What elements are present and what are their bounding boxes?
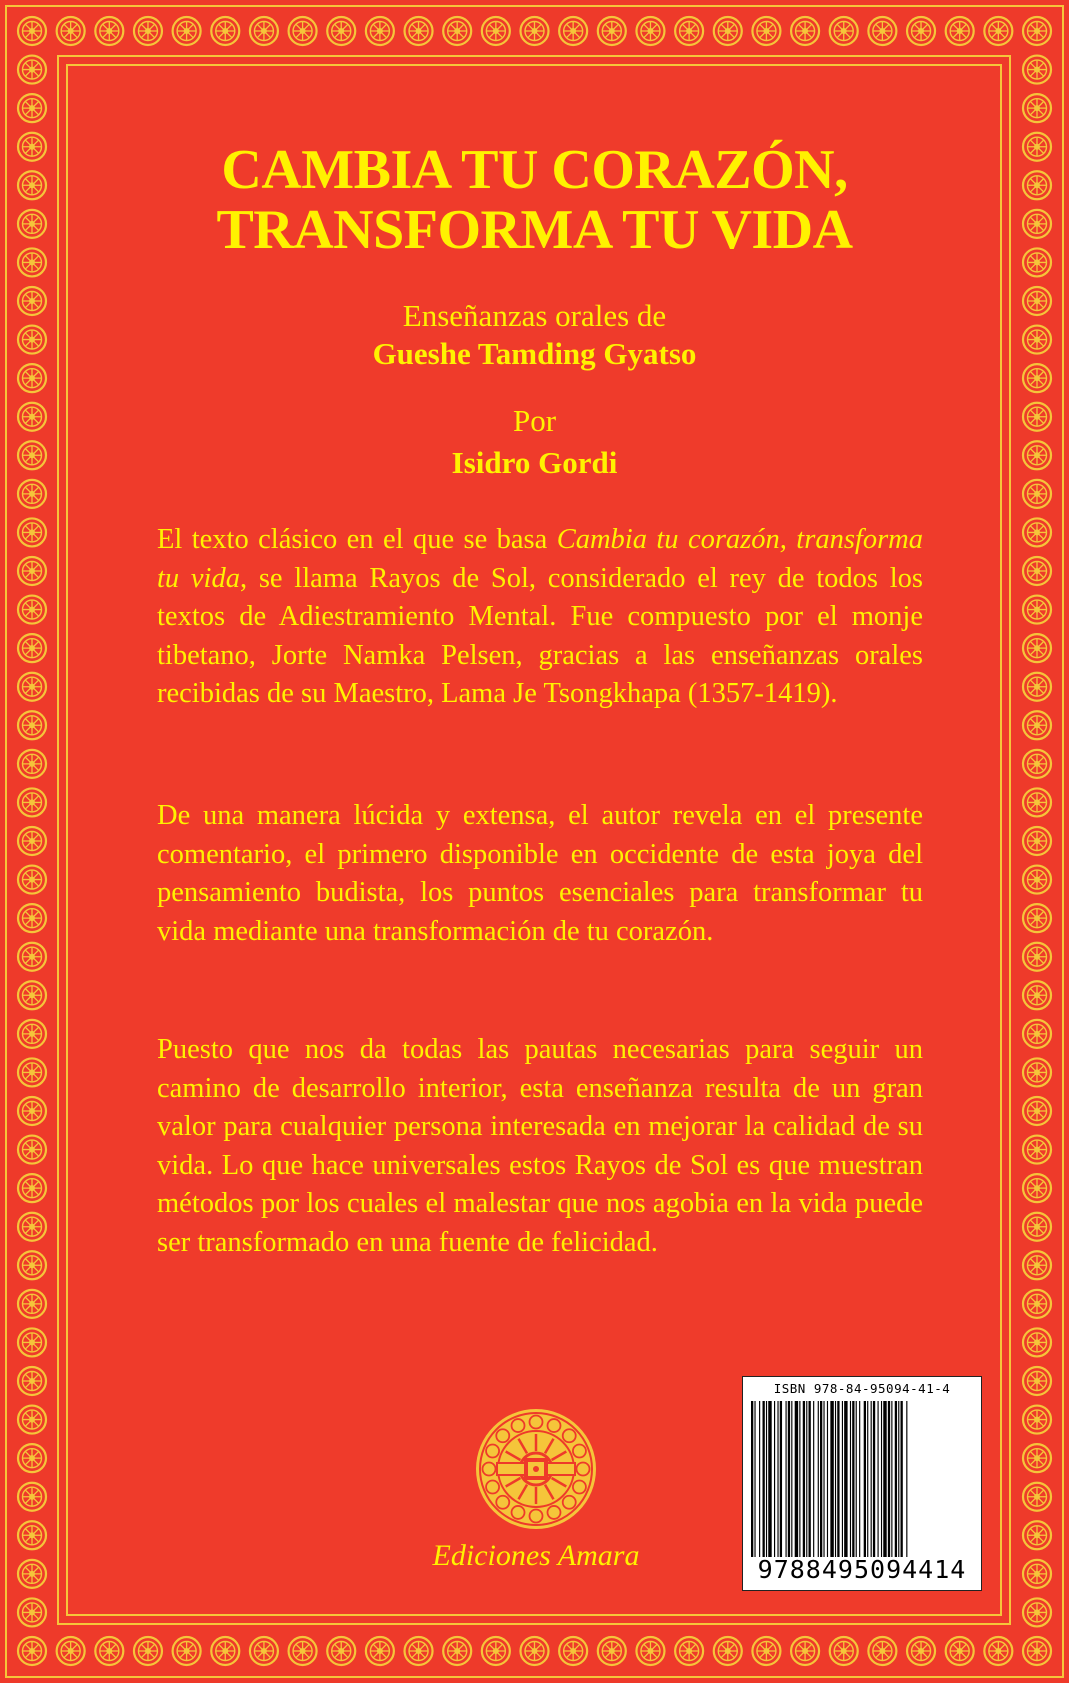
book-title bbox=[0, 140, 1069, 260]
publisher-logo-icon bbox=[473, 1406, 599, 1532]
description-paragraph-1 bbox=[157, 521, 923, 714]
description-paragraph-2: De una manera lúcida y extensa, el autor revela en el presente comentario, el primero disponible en occidente de esta joya del pensamiento budista, los puntos esenciales para transformar tu vida mediante una transformación de tu corazón. bbox=[157, 800, 923, 947]
isbn-label: ISBN 978-84-95094-41-4 bbox=[773, 1381, 951, 1396]
teacher-name: Gueshe Tamding Gyatso bbox=[372, 336, 697, 371]
publisher-name: Ediciones Amara bbox=[432, 1539, 640, 1572]
author-name: Isidro Gordi bbox=[451, 445, 618, 480]
title-line-2: TRANSFORMA TU VIDA bbox=[216, 199, 853, 261]
p1-text-start: El texto clásico en el que se basa bbox=[157, 524, 557, 555]
title-line-1: CAMBIA TU CORAZÓN, bbox=[221, 139, 848, 201]
teachings-label: Enseñanzas orales de bbox=[402, 298, 667, 333]
p1-text-end: , se llama Rayos de Sol, considerado el rey de todos los textos de Adiestramiento Mental. Fue compuesto por el monje tibetano, Jorte Namka Pelsen, gracias a las enseñanzas orales recibidas de su Maestro, Lama Je Tsongkhapa (1357-1419). bbox=[157, 562, 923, 710]
p1-italic-title: Cambia tu corazón, transforma tu vida bbox=[157, 524, 923, 594]
ean-number: 9788495094414 bbox=[757, 1555, 967, 1584]
by-label: Por bbox=[512, 403, 557, 438]
barcode-box bbox=[742, 1376, 982, 1591]
barcode-bars bbox=[749, 1401, 975, 1557]
description-paragraph-3: Puesto que nos da todas las pautas necesarias para seguir un camino de desarrollo interior, esta enseñanza resulta de un gran valor para cualquier persona interesada en mejorar la calidad de su vida. Lo que hace universales estos Rayos de Sol es que muestran métodos por los cuales el malestar que nos agobia en la vida puede ser transformado en una fuente de felicidad. bbox=[157, 1034, 923, 1258]
